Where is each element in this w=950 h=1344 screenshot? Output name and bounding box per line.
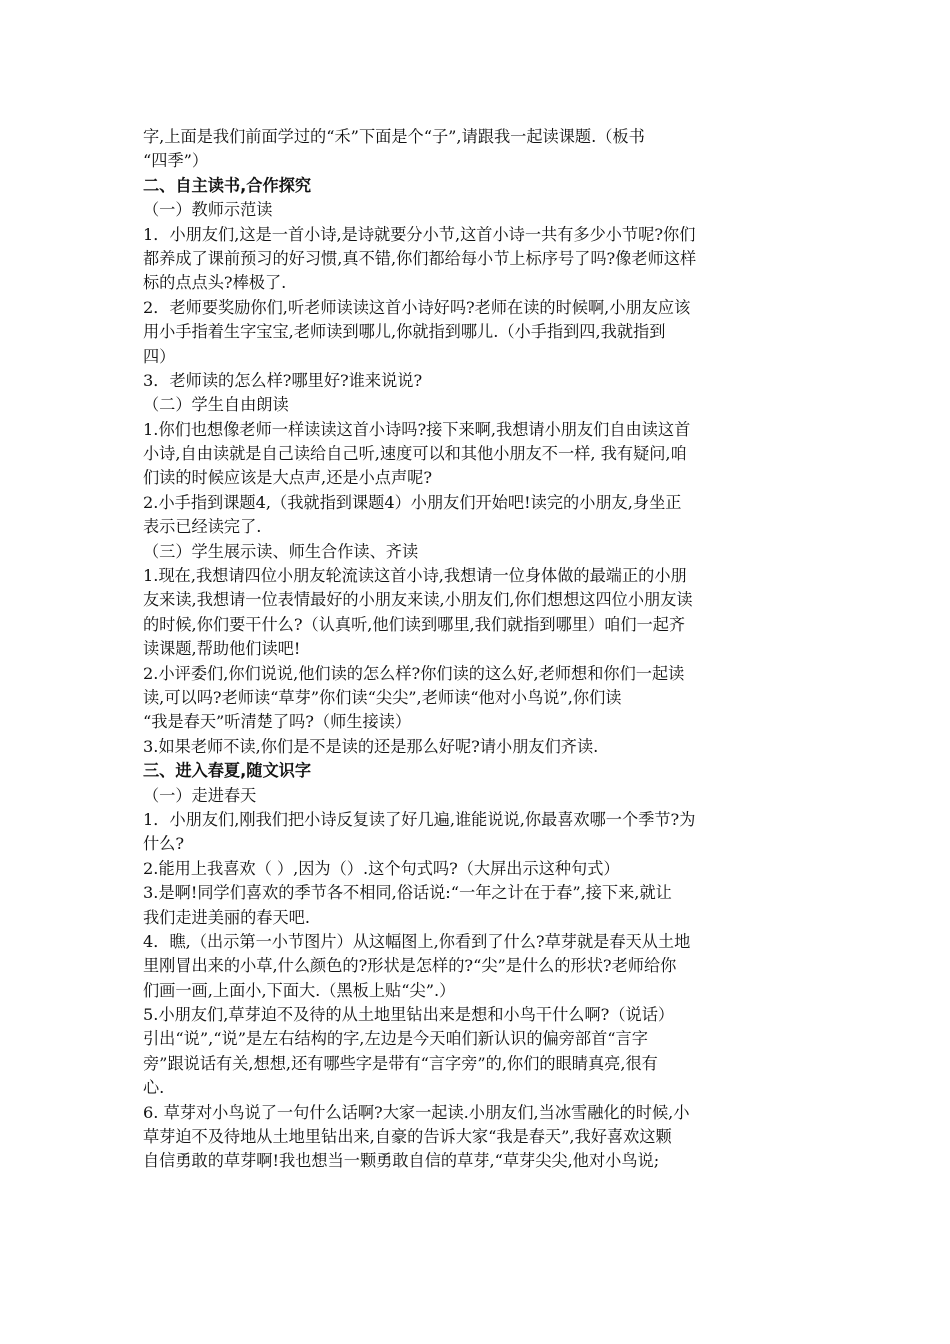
text-line: 1．小朋友们,刚我们把小诗反复读了好几遍,谁能说说,你最喜欢哪一个季节?为: [143, 809, 696, 829]
text-line: 里刚冒出来的小草,什么颜色的?形状是怎样的?“尖”是什么的形状?老师给你: [143, 956, 677, 976]
subsection-heading: （一）走进春天: [143, 785, 257, 805]
text-line: 自信勇敢的草芽啊!我也想当一颗勇敢自信的草芽,“草芽尖尖,他对小鸟说;: [143, 1151, 660, 1171]
text-line: 四）: [143, 346, 176, 366]
text-line: 字,上面是我们前面学过的“禾”下面是个“子”,请跟我一起读课题.（板书: [143, 127, 645, 146]
text-line: 3．老师读的怎么样?哪里好?谁来说说?: [143, 370, 423, 390]
subsection-heading: （一）教师示范读: [143, 200, 273, 220]
text-line: 都养成了课前预习的好习惯,真不错,你们都给每小节上标序号了吗?像老师这样: [143, 248, 697, 268]
text-line: 1.你们也想像老师一样读读这首小诗吗?接下来啊,我想请小朋友们自由读这首: [143, 419, 691, 439]
text-line: 草芽迫不及待地从土地里钻出来,自豪的告诉大家“我是春天”,我好喜欢这颗: [143, 1127, 672, 1147]
text-line: 4．瞧,（出示第一小节图片）从这幅图上,你看到了什么?草芽就是春天从土地: [143, 931, 691, 951]
text-line: 友来读,我想请一位表情最好的小朋友来读,小朋友们,你们想想这四位小朋友读: [143, 590, 693, 610]
text-line: 小诗,自由读就是自己读给自己听,速度可以和其他小朋友不一样, 我有疑问,咱: [143, 444, 687, 464]
text-line: 3.如果老师不读,你们是不是读的还是那么好呢?请小朋友们齐读.: [143, 736, 599, 756]
text-line: “我是春天”听清楚了吗?（师生接读）: [143, 712, 412, 732]
text-line: 1．小朋友们,这是一首小诗,是诗就要分小节,这首小诗一共有多少小节呢?你们: [143, 224, 696, 244]
text-line: 3.是啊!同学们喜欢的季节各不相同,俗话说:“一年之计在于春”,接下来,就让: [143, 883, 672, 903]
text-line: 们读的时候应该是大点声,还是小点声呢?: [143, 468, 433, 488]
text-line: 6. 草芽对小鸟说了一句什么话啊?大家一起读.小朋友们,当冰雪融化的时候,小: [143, 1102, 690, 1122]
text-line: 读,可以吗?老师读“草芽”你们读“尖尖”,老师读“他对小鸟说”,你们读: [143, 687, 622, 707]
text-line: 读课题,帮助他们读吧!: [143, 639, 301, 659]
text-line: 用小手指着生字宝宝,老师读到哪儿,你就指到哪儿.（小手指到四,我就指到: [143, 322, 666, 342]
text-line: 我们走进美丽的春天吧.: [143, 907, 311, 927]
subsection-heading: （二）学生自由朗读: [143, 395, 289, 415]
text-line: 心.: [143, 1078, 165, 1098]
text-line: 什么?: [143, 834, 185, 854]
text-line: 2．老师要奖励你们,听老师读读这首小诗好吗?老师在读的时候啊,小朋友应该: [143, 297, 691, 317]
text-line: 旁”跟说话有关,想想,还有哪些字是带有“言字旁”的,你们的眼睛真亮,很有: [143, 1053, 658, 1073]
section-heading: 二、自主读书,合作探究: [143, 175, 312, 195]
text-line: 2.小评委们,你们说说,他们读的怎么样?你们读的这么好,老师想和你们一起读: [143, 663, 685, 683]
text-line: “四季”）: [143, 151, 209, 171]
text-line: 2.能用上我喜欢（ ）,因为（）.这个句式吗?（大屏出示这种句式）: [143, 858, 620, 878]
text-line: 引出“说”,“说”是左右结构的字,左边是今天咱们新认识的偏旁部首“言字: [143, 1029, 648, 1049]
document-body: [143, 125, 807, 1174]
section-heading: 三、进入春夏,随文识字: [143, 761, 312, 781]
text-line: 2.小手指到课题4,（我就指到课题4）小朋友们开始吧!读完的小朋友,身坐正: [143, 492, 682, 512]
subsection-heading: （三）学生展示读、师生合作读、齐读: [143, 541, 419, 561]
text-line: 的时候,你们要干什么?（认真听,他们读到哪里,我们就指到哪里）咱们一起齐: [143, 614, 686, 634]
text-line: 标的点点头?棒极了.: [143, 273, 287, 293]
text-line: 表示已经读完了.: [143, 517, 262, 537]
text-line: 5.小朋友们,草芽迫不及待的从土地里钻出来是想和小鸟干什么啊?（说话）: [143, 1005, 675, 1025]
text-line: 1.现在,我想请四位小朋友轮流读这首小诗,我想请一位身体做的最端正的小朋: [143, 566, 687, 586]
text-line: 们画一画,上面小,下面大.（黑板上贴“尖”.）: [143, 980, 456, 1000]
